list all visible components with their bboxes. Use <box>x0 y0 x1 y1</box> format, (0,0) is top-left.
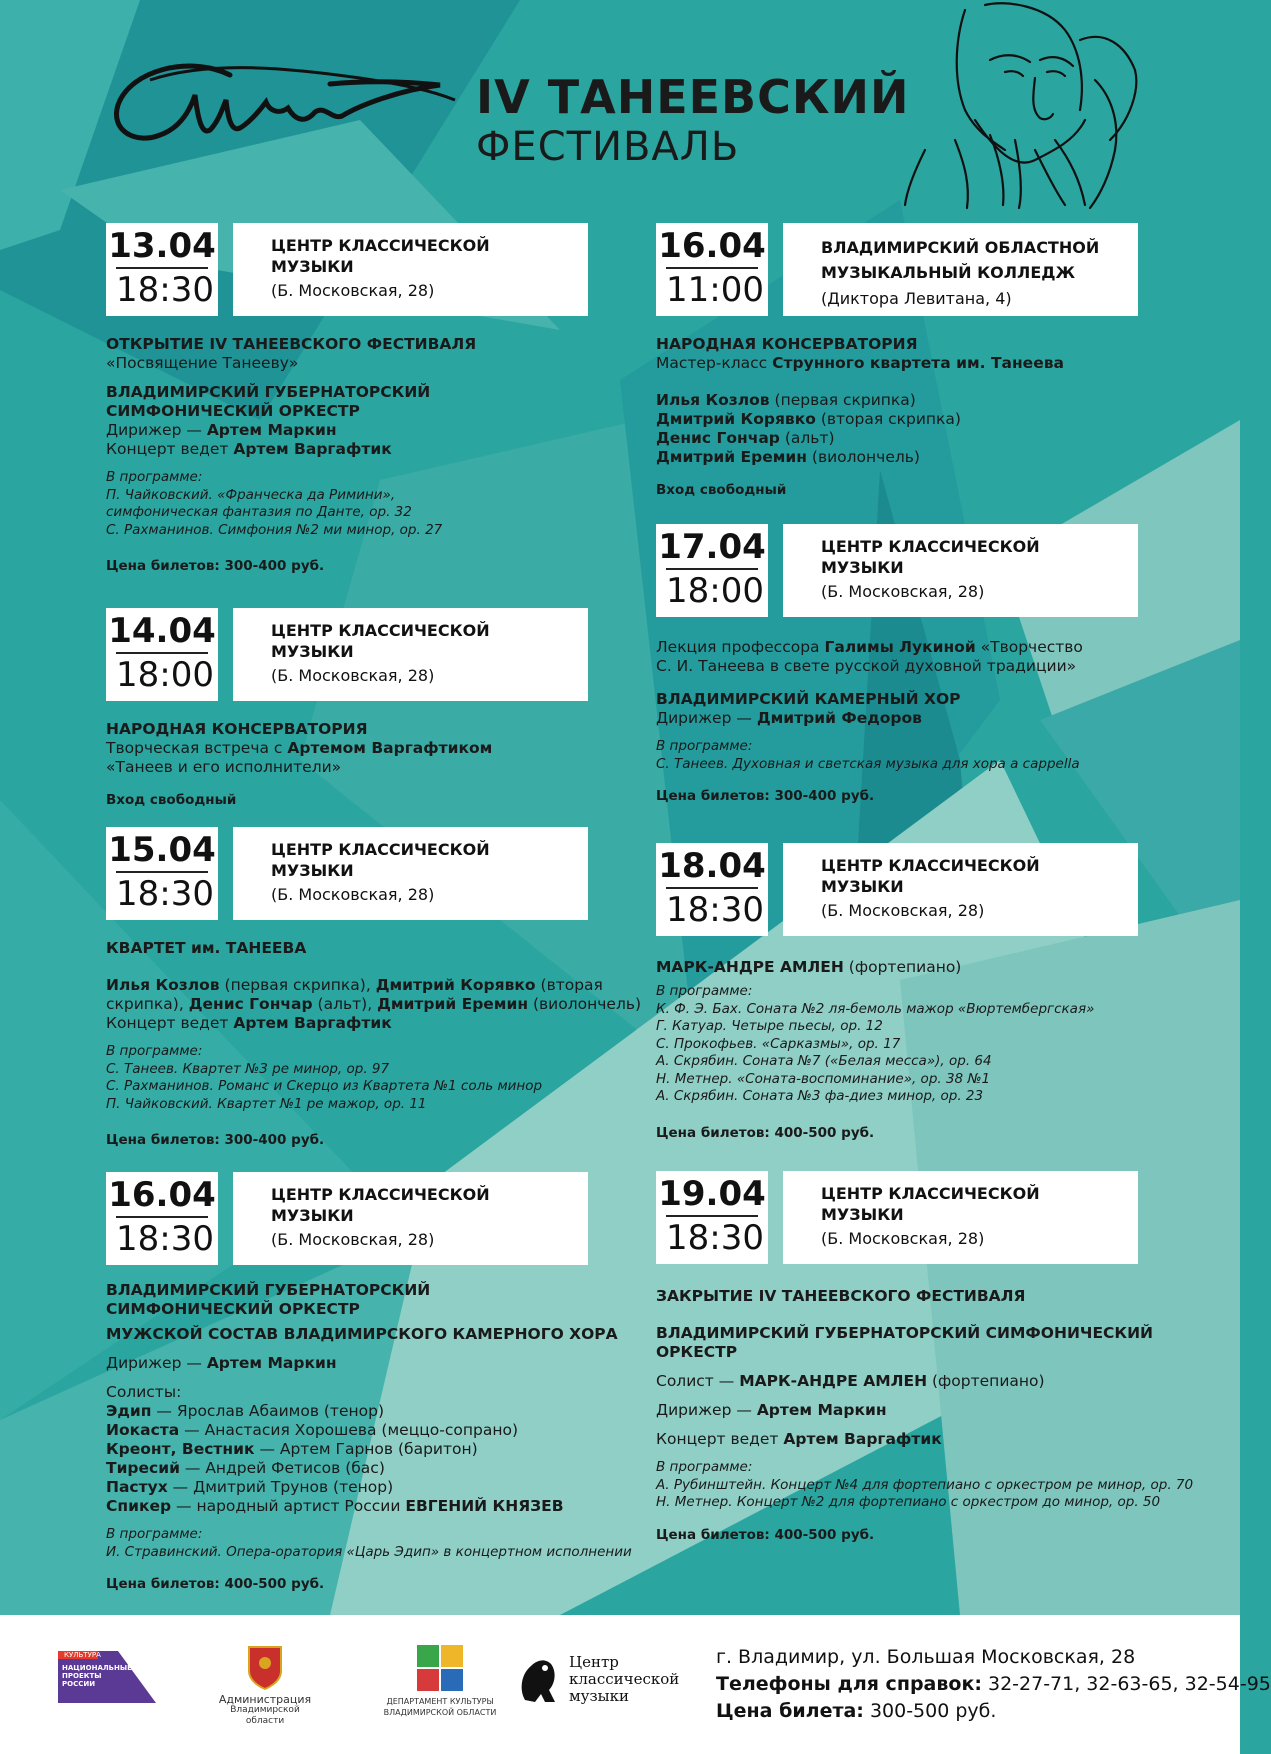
member-name: Дмитрий Еремин <box>377 995 529 1013</box>
venue-name: ЦЕНТР КЛАССИЧЕСКОЙ МУЗЫКИ <box>271 236 490 276</box>
event-time: 18:30 <box>666 887 758 931</box>
event-1-date-box <box>106 223 218 316</box>
host-label: Концерт ведет <box>106 1014 229 1032</box>
orchestra-line1: ВЛАДИМИРСКИЙ ГУБЕРНАТОРСКИЙ <box>106 1281 431 1299</box>
choir-name: МУЖСКОЙ СОСТАВ ВЛАДИМИРСКОГО КАМЕРНОГО ХОРА <box>106 1325 618 1343</box>
event-date: 18.04 <box>658 846 766 886</box>
event-1-details <box>106 335 476 576</box>
event-5-details <box>656 335 1064 500</box>
event-8-date-box <box>656 1171 768 1264</box>
event-6-venue-box <box>783 524 1138 617</box>
venue-name: ЦЕНТР КЛАССИЧЕСКОЙ МУЗЫКИ <box>821 1184 1040 1224</box>
event-subtitle: «Танеев и его исполнители» <box>106 758 342 776</box>
program-item: С. Танеев. Квартет №3 ре минор, ор. 97 <box>106 1060 390 1077</box>
event-1-venue-box <box>233 223 588 316</box>
lion-icon <box>515 1650 561 1706</box>
venue-name: ЦЕНТР КЛАССИЧЕСКОЙ МУЗЫКИ <box>821 856 1040 896</box>
footer-phones <box>716 1672 1271 1697</box>
event-5-venue-box <box>783 223 1138 316</box>
logo4-line2: классической <box>569 1670 680 1688</box>
footer-ticket-price <box>716 1699 996 1724</box>
host-name: Артем Варгафтик <box>233 440 392 458</box>
soloist-performer: — Ярослав Абаимов (тенор) <box>156 1402 385 1420</box>
event-date: 13.04 <box>108 226 216 266</box>
administration-logo <box>210 1643 320 1727</box>
soloist-performer: — Анастасия Хорошева (меццо-сопрано) <box>184 1421 519 1439</box>
soloist-role: Иокаста <box>106 1421 180 1439</box>
event-8-venue-box <box>783 1171 1138 1264</box>
program-item: А. Скрябин. Соната №7 («Белая месса»), ор. 64 <box>656 1053 992 1069</box>
orchestra-line1: ВЛАДИМИРСКИЙ ГУБЕРНАТОРСКИЙ <box>106 383 431 401</box>
lecture-suffix: «Творчество <box>980 638 1083 656</box>
culture-department-icon <box>415 1643 465 1693</box>
logo4-line3: музыки <box>569 1687 629 1705</box>
conductor-name: Артем Маркин <box>206 1354 337 1372</box>
event-2-venue-box <box>233 608 588 701</box>
event-4-date-box <box>106 1172 218 1265</box>
program-item: Г. Катуар. Четыре пьесы, ор. 12 <box>656 1018 883 1034</box>
event-3-venue-box <box>233 827 588 920</box>
member-name: Дмитрий Корявко <box>656 410 816 428</box>
logo3-line2: ВЛАДИМИРСКОЙ ОБЛАСТИ <box>383 1708 497 1717</box>
member-role: (первая скрипка), <box>224 976 371 994</box>
program-label: В программе: <box>656 1459 753 1475</box>
program-item: К. Ф. Э. Бах. Соната №2 ля-бемоль мажор «Вюртембергская» <box>656 1000 1095 1017</box>
venue-name: ВЛАДИМИРСКИЙ ОБЛАСТНОЙ МУЗЫКАЛЬНЫЙ КОЛЛЕДЖ <box>821 238 1100 282</box>
lecturer-name: Галимы Лукиной <box>824 638 976 656</box>
member-name: Денис Гончар <box>656 429 780 447</box>
orchestra-line1: ВЛАДИМИРСКИЙ ГУБЕРНАТОРСКИЙ СИМФОНИЧЕСКИЙ <box>656 1324 1154 1342</box>
phones-value: 32-27-71, 32-63-65, 32-54-95 <box>987 1673 1271 1695</box>
footer <box>0 1615 1271 1754</box>
venue-address: (Б. Московская, 28) <box>271 1230 435 1249</box>
event-price: Цена билетов: 400-500 руб. <box>656 1124 875 1141</box>
event-date: 14.04 <box>108 611 216 651</box>
program-item: С. Прокофьев. «Сарказмы», ор. 17 <box>656 1035 901 1052</box>
event-3-date-box <box>106 827 218 920</box>
host-label: Концерт ведет <box>106 440 229 458</box>
soloist-suffix: (фортепиано) <box>932 1372 1045 1390</box>
host-name: Артем Варгафтик <box>233 1014 392 1032</box>
event-heading: ВЛАДИМИРСКИЙ КАМЕРНЫЙ ХОР <box>656 690 961 708</box>
event-date: 15.04 <box>108 830 216 870</box>
event-price: Цена билетов: 400-500 руб. <box>656 1526 875 1543</box>
member-role: (вторая <box>540 976 603 994</box>
event-price: Цена билетов: 300-400 руб. <box>656 788 875 804</box>
culture-department-logo <box>370 1643 510 1718</box>
conductor-label: Дирижер — <box>656 709 752 727</box>
venue-address: (Б. Московская, 28) <box>821 901 985 920</box>
event-8-details <box>656 1287 1193 1545</box>
member-name: Дмитрий Корявко <box>375 976 536 994</box>
member-role: (виолончель) <box>532 995 642 1013</box>
event-time: 18:00 <box>116 652 208 696</box>
event-price: Цена билетов: 300-400 руб. <box>106 558 325 574</box>
venue-address: (Б. Московская, 28) <box>271 666 435 685</box>
program-item: Н. Метнер. Концерт №2 для фортепиано с оркестром до минор, ор. 50 <box>656 1494 1161 1510</box>
program-label: В программе: <box>106 469 203 485</box>
event-date: 16.04 <box>108 1175 216 1215</box>
program-item: А. Рубинштейн. Концерт №4 для фортепиано с оркестром ре минор, ор. 70 <box>656 1476 1194 1493</box>
soloist-role: Пастух <box>106 1478 168 1496</box>
event-7-date-box <box>656 843 768 936</box>
classical-music-center-logo <box>515 1650 685 1710</box>
festival-title-line2: ФЕСТИВАЛЬ <box>476 124 740 170</box>
event-time: 18:30 <box>116 1216 208 1260</box>
venue-name: ЦЕНТР КЛАССИЧЕСКОЙ МУЗЫКИ <box>271 840 490 880</box>
event-7-details <box>656 958 1094 1143</box>
member-role: (виолончель) <box>811 448 920 466</box>
event-time: 18:30 <box>666 1215 758 1259</box>
orchestra-line2: СИМФОНИЧЕСКИЙ ОРКЕСТР <box>106 402 360 420</box>
soloist-name: МАРК-АНДРЕ АМЛЕН <box>739 1372 928 1390</box>
event-7-venue-box <box>783 843 1138 936</box>
logo1-text: НАЦИОНАЛЬНЫЕ ПРОЕКТЫ РОССИИ <box>62 1664 132 1688</box>
member-role: (вторая скрипка) <box>820 410 961 428</box>
lecture-line2: С. И. Танеева в свете русской духовной традиции» <box>656 657 1077 675</box>
festival-signature-logo <box>110 50 470 160</box>
conductor-name: Артем Маркин <box>206 421 337 439</box>
member-name: Денис Гончар <box>188 995 313 1013</box>
soloist-role: Креонт, Вестник <box>106 1440 255 1458</box>
venue-name: ЦЕНТР КЛАССИЧЕСКОЙ МУЗЫКИ <box>271 621 490 661</box>
event-heading: ЗАКРЫТИЕ IV ТАНЕЕВСКОГО ФЕСТИВАЛЯ <box>656 1287 1026 1305</box>
festival-title-line1: IV ТАНЕЕВСКИЙ <box>476 70 910 124</box>
soloists-label: Солисты: <box>106 1383 182 1401</box>
event-price: Вход свободный <box>656 482 787 498</box>
soloist-label: Солист — <box>656 1372 735 1390</box>
event-text: Творческая встреча с <box>106 739 283 757</box>
venue-address: (Б. Московская, 28) <box>271 885 435 904</box>
venue-address: (Б. Московская, 28) <box>821 1229 985 1248</box>
event-heading: ОТКРЫТИЕ IV ТАНЕЕВСКОГО ФЕСТИВАЛЯ <box>106 335 477 353</box>
ticket-label: Цена билета: <box>716 1700 864 1722</box>
logo2-line1: Администрация <box>218 1693 312 1706</box>
event-date: 19.04 <box>658 1174 766 1214</box>
footer-address: г. Владимир, ул. Большая Московская, 28 <box>716 1646 1136 1668</box>
event-2-date-box <box>106 608 218 701</box>
program-item: С. Танеев. Духовная и светская музыка для хора a cappella <box>656 755 1080 772</box>
event-4-venue-box <box>233 1172 588 1265</box>
event-heading: МАРК-АНДРЕ АМЛЕН <box>656 958 844 976</box>
event-time: 11:00 <box>666 267 758 311</box>
program-item: А. Скрябин. Соната №3 фа-диез минор, ор. 23 <box>656 1088 984 1104</box>
event-6-date-box <box>656 524 768 617</box>
event-text-bold: Струнного квартета им. Танеева <box>772 354 1064 372</box>
taneyev-portrait-sketch <box>895 0 1145 210</box>
venue-address: (Диктора Левитана, 4) <box>821 289 1012 308</box>
program-item: Н. Метнер. «Соната-воспоминание», ор. 38 №1 <box>656 1070 991 1087</box>
national-projects-logo <box>58 1647 158 1707</box>
event-5-date-box <box>656 223 768 316</box>
event-4-details <box>106 1281 632 1594</box>
event-heading: НАРОДНАЯ КОНСЕРВАТОРИЯ <box>656 335 918 353</box>
program-item: П. Чайковский. Квартет №1 ре мажор, ор. 11 <box>106 1095 427 1112</box>
venue-address: (Б. Московская, 28) <box>271 281 435 300</box>
event-subtitle: «Посвящение Танееву» <box>106 354 299 372</box>
event-price: Цена билетов: 400-500 руб. <box>106 1576 325 1592</box>
event-heading-suffix: (фортепиано) <box>848 958 962 976</box>
event-text-bold: Артемом Варгафтиком <box>287 739 493 757</box>
host-name: Артем Варгафтик <box>783 1430 942 1448</box>
soloist-performer: — народный артист России <box>176 1497 401 1515</box>
member-role: (альт) <box>784 429 835 447</box>
event-heading: КВАРТЕТ им. ТАНЕЕВА <box>106 939 307 957</box>
venue-address: (Б. Московская, 28) <box>821 582 985 601</box>
event-3-details <box>106 939 641 1150</box>
event-price: Цена билетов: 300-400 руб. <box>106 1132 325 1148</box>
member-role: скрипка), <box>106 995 184 1013</box>
event-2-details <box>106 720 492 810</box>
event-heading: НАРОДНАЯ КОНСЕРВАТОРИЯ <box>106 720 368 738</box>
event-6-details <box>656 638 1083 806</box>
soloist-performer: — Артем Гарнов (баритон) <box>259 1440 478 1458</box>
orchestra-line2: СИМФОНИЧЕСКИЙ ОРКЕСТР <box>106 1300 360 1318</box>
conductor-label: Дирижер — <box>106 421 202 439</box>
member-role: (альт), <box>317 995 373 1013</box>
program-item: П. Чайковский. «Франческа да Римини», <box>106 486 396 503</box>
coat-of-arms-icon <box>245 1643 285 1691</box>
program-item: С. Рахманинов. Романс и Скерцо из Квартета №1 соль минор <box>106 1078 543 1094</box>
venue-name: ЦЕНТР КЛАССИЧЕСКОЙ МУЗЫКИ <box>271 1185 490 1225</box>
member-name: Илья Козлов <box>656 391 770 409</box>
event-date: 17.04 <box>658 527 766 567</box>
event-time: 18:00 <box>666 568 758 612</box>
conductor-label: Дирижер — <box>106 1354 202 1372</box>
program-label: В программе: <box>106 1526 203 1542</box>
soloist-performer: — Дмитрий Трунов (тенор) <box>172 1478 394 1496</box>
program-label: В программе: <box>656 983 753 999</box>
host-label: Концерт ведет <box>656 1430 779 1448</box>
member-role: (первая скрипка) <box>774 391 916 409</box>
soloist-performer-bold: ЕВГЕНИЙ КНЯЗЕВ <box>405 1497 564 1515</box>
program-label: В программе: <box>106 1043 203 1059</box>
phones-label: Телефоны для справок: <box>716 1673 982 1695</box>
event-time: 18:30 <box>116 871 208 915</box>
program-item: С. Рахманинов. Симфония №2 ми минор, ор. 27 <box>106 521 443 538</box>
event-text: Мастер-класс <box>656 354 768 372</box>
program-item: симфоническая фантазия по Данте, ор. 32 <box>106 504 412 520</box>
lecture-prefix: Лекция профессора <box>656 638 820 656</box>
program-label: В программе: <box>656 738 753 754</box>
program-item: И. Стравинский. Опера-оратория «Царь Эдип» в концертном исполнении <box>106 1543 632 1560</box>
logo4-line1: Центр <box>569 1653 619 1671</box>
event-time: 18:30 <box>116 267 208 311</box>
member-name: Дмитрий Еремин <box>656 448 807 466</box>
logo3-line1: ДЕПАРТАМЕНТ КУЛЬТУРЫ <box>386 1697 494 1706</box>
conductor-name: Дмитрий Федоров <box>756 709 922 727</box>
event-date: 16.04 <box>658 226 766 266</box>
orchestra-line2: ОРКЕСТР <box>656 1343 738 1361</box>
soloist-performer: — Андрей Фетисов (бас) <box>184 1459 385 1477</box>
soloist-role: Эдип <box>106 1402 152 1420</box>
logo2-line2: Владимирской области <box>230 1705 300 1726</box>
logo1-top: КУЛЬТУРА <box>64 1651 101 1659</box>
soloist-role: Тиресий <box>106 1459 180 1477</box>
member-name: Илья Козлов <box>106 976 220 994</box>
venue-name: ЦЕНТР КЛАССИЧЕСКОЙ МУЗЫКИ <box>821 537 1040 577</box>
soloist-role: Спикер <box>106 1497 172 1515</box>
ticket-value: 300-500 руб. <box>869 1700 997 1722</box>
conductor-label: Дирижер — <box>656 1401 752 1419</box>
event-price: Вход свободный <box>106 792 237 808</box>
conductor-name: Артем Маркин <box>756 1401 887 1419</box>
